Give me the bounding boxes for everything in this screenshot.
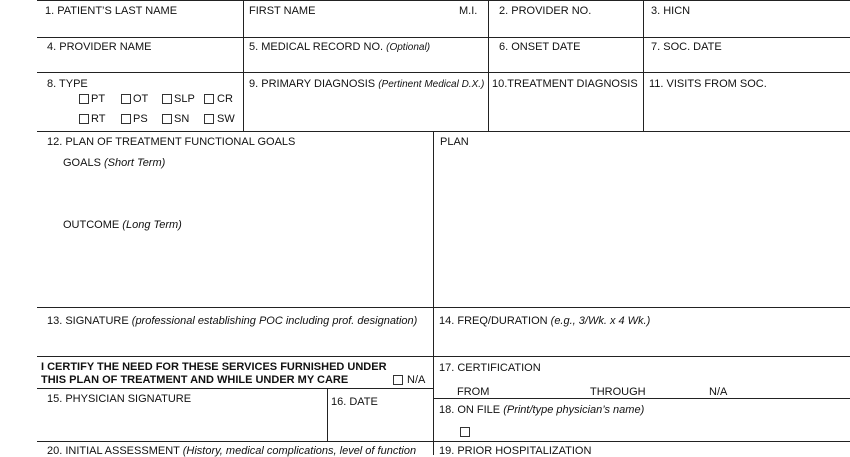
provider-no-label: 2. PROVIDER NO. bbox=[499, 5, 592, 17]
initial-assessment-text: 20. INITIAL ASSESSMENT bbox=[47, 445, 180, 457]
type-rt-label: RT bbox=[91, 113, 106, 125]
type-sn-checkbox[interactable] bbox=[162, 114, 172, 124]
hicn-label: 3. HICN bbox=[651, 5, 691, 17]
signature-text: 13. SIGNATURE bbox=[47, 315, 129, 327]
type-slp-checkbox[interactable] bbox=[162, 94, 172, 104]
certify-statement-line2: THIS PLAN OF TREATMENT AND WHILE UNDER MY CARE bbox=[41, 374, 349, 386]
rule-v-col-b-top bbox=[488, 0, 489, 131]
rule-row2 bbox=[37, 72, 850, 73]
certify-statement-line1: I CERTIFY THE NEED FOR THESE SERVICES FURNISHED UNDER bbox=[41, 361, 387, 373]
medical-record-text: 5. MEDICAL RECORD NO. bbox=[249, 41, 384, 53]
type-cr-label: CR bbox=[217, 93, 233, 105]
physician-signature-label: 15. PHYSICIAN SIGNATURE bbox=[47, 393, 192, 405]
medical-record-note: (Optional) bbox=[386, 42, 431, 53]
freq-duration-label bbox=[439, 315, 650, 327]
type-sn-label: SN bbox=[174, 113, 190, 125]
type-ps-checkbox[interactable] bbox=[121, 114, 131, 124]
rule-v-date bbox=[327, 388, 328, 441]
rule-v-col-c-top bbox=[643, 0, 644, 131]
certify-na-checkbox[interactable] bbox=[393, 375, 403, 385]
rule-top bbox=[37, 0, 850, 1]
initial-assessment-note: (History, medical complications, level of function bbox=[182, 445, 417, 457]
goals-note: (Short Term) bbox=[103, 157, 166, 169]
type-pt-label: PT bbox=[91, 93, 106, 105]
visits-from-soc-label: 11. VISITS FROM SOC. bbox=[649, 78, 767, 90]
patient-last-name-label: 1. PATIENT’S LAST NAME bbox=[45, 5, 178, 17]
outcome-text: OUTCOME bbox=[63, 219, 120, 231]
rule-v-col-a-top bbox=[243, 0, 244, 131]
type-slp-label: SLP bbox=[174, 93, 195, 105]
mi-label: M.I. bbox=[459, 5, 478, 17]
certify-na-label: N/A bbox=[407, 374, 426, 386]
type-ot-label: OT bbox=[133, 93, 149, 105]
type-rt-checkbox[interactable] bbox=[79, 114, 89, 124]
outcome-note: (Long Term) bbox=[122, 219, 182, 231]
first-name-label: FIRST NAME bbox=[249, 5, 316, 17]
prior-hospitalization-label: 19. PRIOR HOSPITALIZATION bbox=[439, 445, 592, 457]
onset-date-label: 6. ONSET DATE bbox=[499, 41, 581, 53]
rule-bottom bbox=[37, 441, 850, 442]
certification-label: 17. CERTIFICATION bbox=[439, 362, 541, 374]
on-file-checkbox[interactable] bbox=[460, 427, 470, 437]
certification-from-label: FROM bbox=[457, 386, 490, 398]
rule-signature-bottom bbox=[37, 356, 850, 357]
medical-record-label bbox=[249, 41, 430, 54]
type-label: 8. TYPE bbox=[47, 78, 88, 90]
signature-note: (professional establishing POC including prof. designation) bbox=[131, 315, 418, 327]
provider-name-label: 4. PROVIDER NAME bbox=[47, 41, 152, 53]
type-ps-label: PS bbox=[133, 113, 148, 125]
primary-diagnosis-text: 9. PRIMARY DIAGNOSIS bbox=[249, 78, 376, 90]
goals-short-term-label bbox=[63, 157, 165, 169]
certification-through-label: THROUGH bbox=[590, 386, 646, 398]
treatment-diagnosis-label: 10.TREATMENT DIAGNOSIS bbox=[492, 78, 638, 90]
on-file-text: 18. ON FILE bbox=[439, 404, 501, 416]
rule-certify-right-mid bbox=[433, 398, 850, 399]
rule-v-center bbox=[433, 131, 434, 455]
goals-text: GOALS bbox=[63, 157, 101, 169]
type-sw-label: SW bbox=[217, 113, 235, 125]
primary-diagnosis-label bbox=[249, 78, 484, 91]
functional-goals-label: 12. PLAN OF TREATMENT FUNCTIONAL GOALS bbox=[47, 136, 296, 148]
on-file-note: (Print/type physician’s name) bbox=[503, 404, 645, 416]
outcome-long-term-label bbox=[63, 219, 182, 231]
certification-na-label: N/A bbox=[709, 386, 728, 398]
freq-duration-note: (e.g., 3/Wk. x 4 Wk.) bbox=[550, 315, 651, 327]
rule-row1 bbox=[37, 37, 850, 38]
primary-diagnosis-note: (Pertinent Medical D.X.) bbox=[378, 79, 485, 90]
type-ot-checkbox[interactable] bbox=[121, 94, 131, 104]
type-cr-checkbox[interactable] bbox=[204, 94, 214, 104]
on-file-label bbox=[439, 404, 644, 416]
plan-label: PLAN bbox=[440, 136, 469, 148]
rule-certify-left-mid bbox=[37, 388, 433, 389]
rule-plan-bottom bbox=[37, 307, 850, 308]
type-pt-checkbox[interactable] bbox=[79, 94, 89, 104]
type-sw-checkbox[interactable] bbox=[204, 114, 214, 124]
initial-assessment-label bbox=[47, 445, 416, 457]
freq-duration-text: 14. FREQ/DURATION bbox=[439, 315, 548, 327]
signature-label bbox=[47, 315, 417, 327]
rule-row3 bbox=[37, 131, 850, 132]
date-label: 16. DATE bbox=[331, 396, 378, 408]
soc-date-label: 7. SOC. DATE bbox=[651, 41, 722, 53]
